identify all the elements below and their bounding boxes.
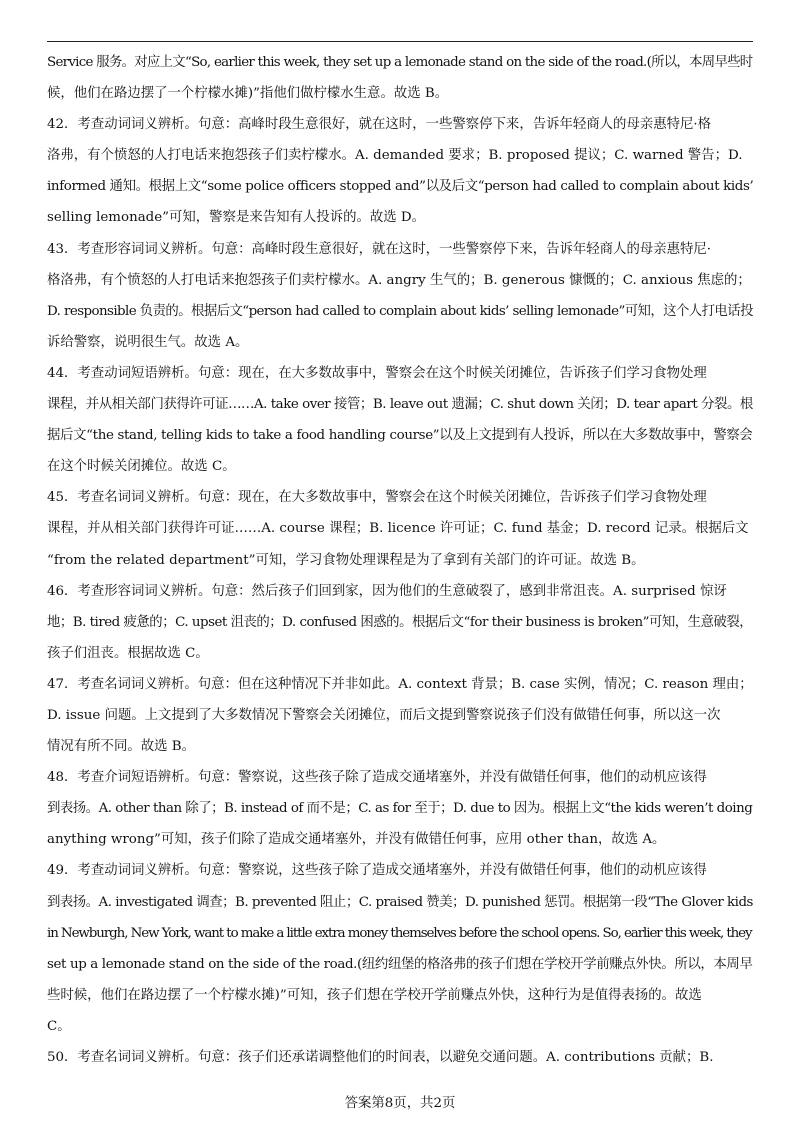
text-line: Service 服务。对应上文“So, earlier this week, they set up a lemonade stand on the side of the road.(所以，本周早些时 (47, 55, 753, 70)
text-line: 候，他们在路边摆了一个柠檬水摊)”指他们做柠檬水生意。故选 B。 (47, 86, 449, 102)
text-line: 到表扬。A. other than 除了；B. instead of 而不是；C. as for 至于；D. due to 因为。根据上文“the kids weren’t doing (47, 801, 753, 817)
text-line: 50．考查名词词义辨析。句意：孩子们还承诺调整他们的时间表，以避免交通问题。A. contributions 贡献；B. (47, 1050, 714, 1065)
header-rule (47, 41, 753, 42)
text-line: selling lemonade”可知，警察是来告知有人投诉的。故选 D。 (47, 210, 426, 226)
text-line: anything wrong”可知，孩子们除了造成交通堵塞外，并没有做错任何事，应用 other than，故选 A。 (47, 832, 666, 848)
page-footer: 答案第8页，共2页 (344, 1096, 456, 1111)
text-line: 46．考查形容词词义辨析。句意：然后孩子们回到家，因为他们的生意破裂了，感到非常沮丧。A. surprised 惊讶 (47, 583, 727, 599)
text-line: “from the related department”可知，学习食物处理课程是为了拿到有关部门的许可证。故选 B。 (47, 552, 645, 568)
text-line: set up a lemonade stand on the side of the road.(纽约纽堡的格洛弗的孩子们想在学校开学前赚点外快。所以，本周早 (47, 956, 753, 972)
text-line: 情况有所不同。故选 B。 (47, 739, 196, 755)
text-line: 在这个时候关闭摊位。故选 C。 (47, 459, 236, 475)
text-line: 诉给警察，说明很生气。故选 A。 (47, 334, 249, 350)
text-line: 到表扬。A. investigated 调查；B. prevented 阻止；C. praised 赞美；D. punished 惩罚。根据第一段“The Glover kids (47, 894, 753, 910)
text-line: 格洛弗，有个愤怒的人打电话来抱怨孩子们卖柠檬水。A. angry 生气的；B. generous 慷慨的；C. anxious 焦虑的； (47, 272, 751, 288)
text-line: 些时候，他们在路边摆了一个柠檬水摊)”可知，孩子们想在学校开学前赚点外快，这种行为是值得表扬的。故选 (47, 987, 702, 1003)
text-line: 课程，并从相关部门获得许可证……A. take over 接管；B. leave out 遗漏；C. shut down 关闭；D. tear apart 分裂。根 (47, 397, 753, 413)
text-line: 45．考查名词词义辨析。句意：现在，在大多数故事中，警察会在这个时候关闭摊位，告诉孩子们学习食物处理 (47, 490, 707, 506)
text-line: 43．考查形容词词义辨析。句意：高峰时段生意很好，就在这时，一些警察停下来，告诉年轻商人的母亲惠特尼· (47, 241, 712, 257)
text-line: 洛弗，有个愤怒的人打电话来抱怨孩子们卖柠檬水。A. demanded 要求；B. proposed 提议；C. warned 警告；D. (47, 148, 743, 164)
answer-explanations (47, 47, 753, 1073)
text-line: 地；B. tired 疲惫的；C. upset 沮丧的；D. confused 困惑的。根据后文“for their business is broken”可知，生意破裂， (47, 614, 753, 630)
text-line: D. issue 问题。上文提到了大多数情况下警察会关闭摊位，而后文提到警察说孩子们没有做错任何事，所以这一次 (47, 707, 721, 723)
text-line: 孩子们沮丧。根据故选 C。 (47, 645, 209, 661)
text-line: 48．考查介词短语辨析。句意：警察说，这些孩子除了造成交通堵塞外，并没有做错任何事，他们的动机应该得 (47, 770, 707, 786)
text-line: informed 通知。根据上文“some police officers stopped and”以及后文“person had called to complain about kids’ (47, 179, 754, 195)
text-line: 49．考查动词词义辨析。句意：警察说，这些孩子除了造成交通堵塞外，并没有做错任何事，他们的动机应该得 (47, 863, 707, 879)
text-line: 据后文“the stand, telling kids to take a food handling course”以及上文提到有人投诉，所以在大多数故事中，警察会 (47, 428, 753, 444)
text-line: D. responsible 负责的。根据后文“person had called to complain about kids’ selling lemonade”可知，这个人打电话投 (47, 303, 753, 319)
text-line: 课程，并从相关部门获得许可证……A. course 课程；B. licence 许可证；C. fund 基金；D. record 记录。根据后文 (47, 521, 749, 537)
text-line: C。 (47, 1018, 71, 1034)
text-line: 42．考查动词词义辨析。句意：高峰时段生意很好，就在这时，一些警察停下来，告诉年轻商人的母亲惠特尼·格 (47, 117, 712, 133)
text-line: 47．考查名词词义辨析。句意：但在这种情况下并非如此。A. context 背景；B. case 实例，情况；C. reason 理由； (47, 676, 753, 692)
text-line: 44．考查动词短语辨析。句意：现在，在大多数故事中，警察会在这个时候关闭摊位，告诉孩子们学习食物处理 (47, 365, 707, 381)
text-line: in Newburgh, New York, want to make a little extra money themselves before the school opens. So, earlier this week, they (47, 925, 752, 941)
